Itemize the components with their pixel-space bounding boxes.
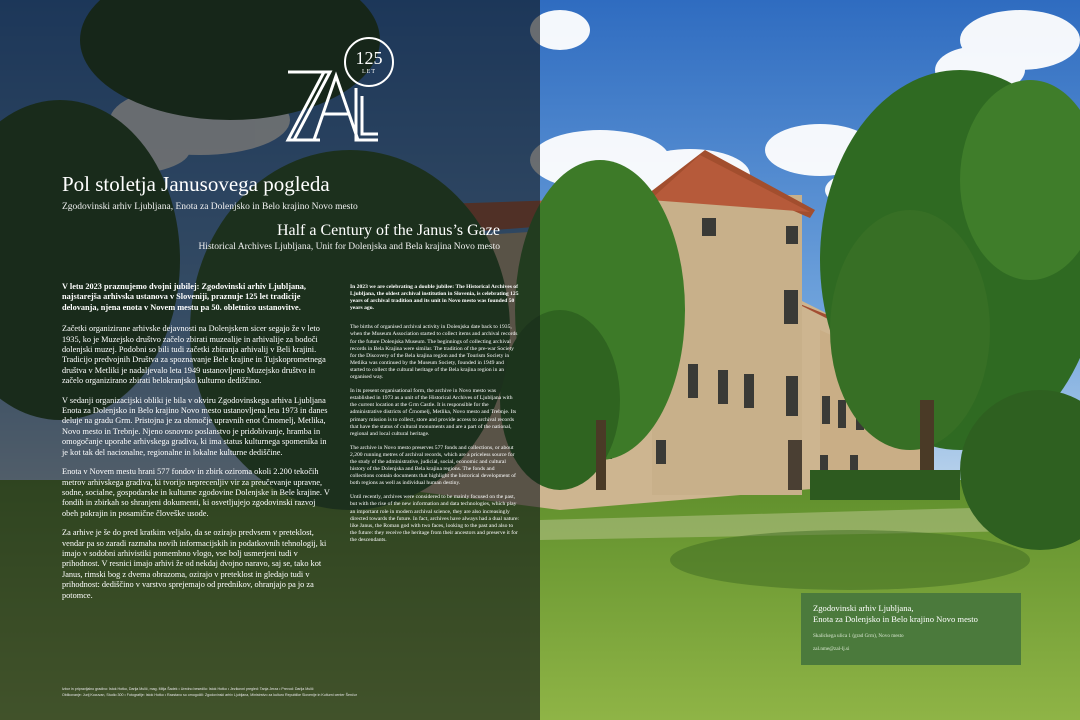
credits-line: Oblikovanje: Jurij Kocuvan, Studio 300 • Fotografije: Istok Hotko • Razstavo so omogočili: Zgodovinski arhiv Ljubljana, Ministrstvo za kulturo Republike Slovenije in Kulturni center Šenčur [62, 692, 357, 697]
address-org-line-2: Enota za Dolenjsko in Belo krajino Novo mesto [813, 614, 978, 624]
title-english: Half a Century of the Janus’s Gaze [276, 222, 500, 239]
slovene-paragraph: Začetki organizirane arhivske dejavnosti na Dolenjskem sicer segajo že v leto 1935, ko je Muzejsko društvo začelo zbirati muzealije in arhivalije za bodoči dolenjski muzej. Podobni so bili tudi začetki zbiranja arhivalij v Beli krajini. Tradicijo predvojnih Društva za spoznavanje Bele krajine in Tujskoprometnega društva v Metliki je nadaljevalo leta 1949 ustanovljeno Muzejsko društvo in začelo organizirano zbirati belokranjsko kulturno dediščino. [62, 324, 326, 386]
address-street: Skalickega ulica 1 (grad Grm), Novo mesto [813, 633, 904, 639]
subtitle-slovene: Zgodovinski arhiv Ljubljana, Enota za Dolenjsko in Belo krajino Novo mesto [62, 202, 358, 212]
slovene-lead-paragraph: V letu 2023 praznujemo dvojni jubilej: Zgodovinski arhiv Ljubljana, najstarejša arhivska ustanova v Sloveniji, praznuje 125 let tradicije delovanja, njena enota v Novem mestu pa 50. obletnico ustanovitve. [62, 282, 306, 312]
english-text-column [350, 284, 520, 551]
subtitle-english: Historical Archives Ljubljana, Unit for Dolenjska and Bela krajina Novo mesto [198, 242, 500, 252]
english-paragraph: Until recently, archives were considered to be mainly focused on the past, but with the rise of the new information and data technologies, which play an important role in modern archival science, they are also increasingly directed towards the future. In fact, archives have always had a dual nature: like Janus, the Roman god with two faces, looking to the past and also to the future: they receive the heritage from their ancestors and preserve it for the descendants. [350, 494, 519, 543]
zal-logo-graphic [274, 36, 414, 146]
badge-number: 125 [355, 48, 383, 68]
slovene-paragraph: Za arhive je še do pred kratkim veljalo, da se ozirajo predvsem v preteklost, vendar pa so zaradi razmaha novih informacijskih in podatkovnih tehnologij, ki imajo v sodobni arhivistiki pomembno vlogo, vse bolj usmerjeni tudi v prihodnost. V resnici imajo arhivi že od nekdaj dvojno naravo, saj se, tako kot Janus, rimski bog z dvema obrazoma, ozirajo v preteklost in gledajo tudi v prihodnost: dediščino v varstvo sprejemajo od prednikov, ohranjajo pa jo za potomce. [62, 528, 327, 600]
zal-letters [288, 72, 378, 140]
credits [62, 687, 532, 699]
slovene-paragraph: V sedanji organizacijski obliki je bila v okviru Zgodovinskega arhiva Ljubljana Enota za Dolenjsko in Belo krajino Novo mesto ustanovljena leta 1973 in danes deluje na gradu Grm. Pristojna je za območje upravnih enot Črnomelj, Metlika, Novo mesto in Trebnje. Njeno osnovno poslanstvo je pridobivanje, hramba in omogočanje uporabe arhivskega gradiva, ki ima status kulturnega spomenika in je kot tak del nacionalne, regionalne in lokalne kulturne dediščine. [62, 395, 328, 457]
english-paragraph: In its present organisational form, the archive in Novo mesto was established in 1973 as a unit of the Historical Archives of Ljubljana with the current location at the Grm Castle. It is responsible for the administrative districts of Črnomelj, Metlika, Novo mesto and Trebnje. Its primary mission is to collect, store and provide access to archival records that have the status of cultural monuments and are a part of the national, regional and local cultural heritage. [350, 388, 517, 437]
lawn-shadow [670, 530, 1030, 590]
address-org-line-1: Zgodovinski arhiv Ljubljana, [813, 603, 914, 613]
credits-line: Izbor in pripravljalno gradivo: Istok Hotko, Darija Mulič, mag. Mitja Šadek • Uredno besedilo: Istok Hotko • Jezikovni pregled: Tanja Jerza • Prevod: Darija Mulič [62, 687, 314, 691]
address-box [801, 593, 1021, 665]
slovene-text-column [62, 282, 332, 610]
english-paragraph: The births of organised archival activity in Dolenjska date back to 1935, when the Museum Association started to collect items and archival records for the future Dolenjska Museum. The beginnings of collecting archival records in Bela Krajina were similar. The tradition of the pre-war Society for the Discovery of the Bela krajina region and the Tourism Society in Metlika was continued by the Museum Society, founded in 1949 and started to collect the cultural heritage of the Bela krajina region in an organised way. [350, 324, 518, 381]
zal-125-logo [274, 36, 414, 146]
slovene-paragraph: Enota v Novem mestu hrani 577 fondov in zbirk oziroma okoli 2.200 tekočih metrov arhivskega gradiva, ki tvorijo neprecenljiv vir za preučevanje upravne, sodne, socialne, gospodarske in kulturne zgodovine Dolenjske in Bele krajine. V fondih in zbirkah so shranjeni dokumenti, ki osvetljujejo zgodovinski razvoj obeh pokrajin in posamične človeške usode. [62, 467, 330, 518]
badge-word: LET [362, 69, 376, 75]
english-lead-paragraph: In 2023 we are celebrating a double jubilee: The Historical Archives of Ljubljana, the oldest archival institution in Slovenia, is celebrating 125 years of archival tradition and its unit in Novo mesto was founded 50 years ago. [350, 284, 519, 312]
english-paragraph: The archive in Novo mesto preserves 577 fonds and collections, or about 2,200 running metres of archival records, which are a priceless source for the study of the administrative, judicial, social, economic and cultural history of the Dolenjska and Bela krajina regions. The fonds and collections contain documents that highlight the historical development of both regions as well as individual human destiny. [350, 444, 516, 487]
address-email: zal.nme@zal-lj.si [813, 646, 850, 652]
title-slovene: Pol stoletja Janusovega pogleda [62, 172, 330, 196]
